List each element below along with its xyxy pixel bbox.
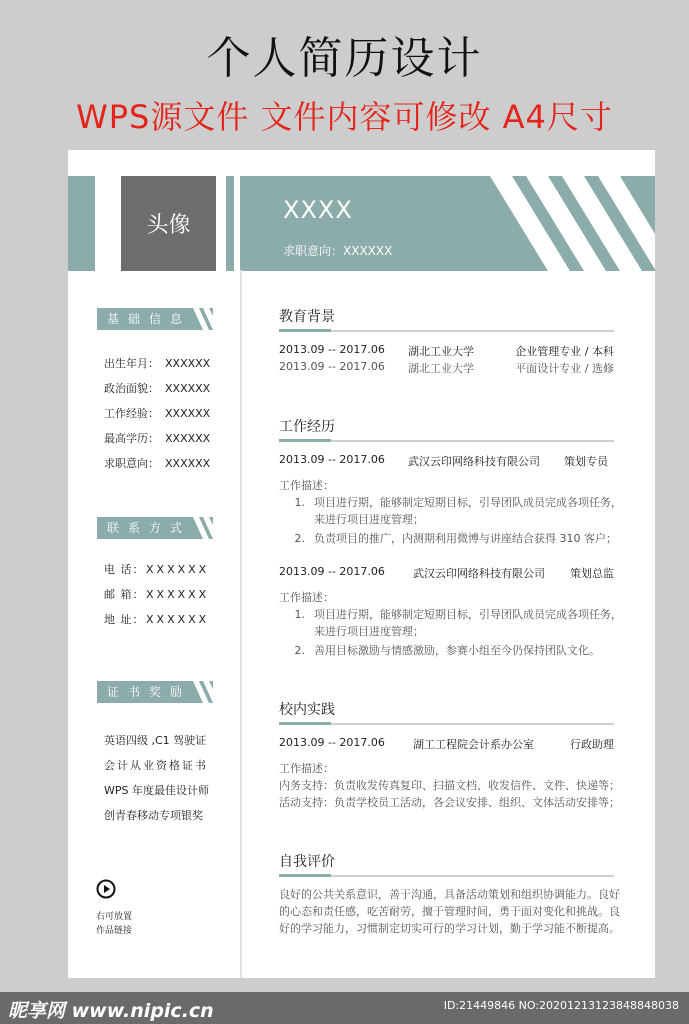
contact-stripes bbox=[193, 517, 213, 539]
self-eval-title: 自我评价 bbox=[279, 854, 335, 870]
education-rule-accent bbox=[279, 329, 331, 332]
cert-item: 英语四级 ,C1 驾驶证 bbox=[104, 734, 207, 747]
certs-heading: 证书奖励 bbox=[97, 681, 213, 703]
header-intent: 求职意向：XXXXXX bbox=[283, 244, 393, 258]
cert-item: WPS 年度最佳设计师 bbox=[104, 784, 209, 797]
campus-header: 2013.09 -- 2017.06 湖工工程院会计系办公室 行政助理 bbox=[279, 736, 614, 751]
education-row: 2013.09 -- 2017.06 湖北工业大学 企业管理专业 / 本科 bbox=[279, 343, 614, 358]
contact-list bbox=[104, 561, 209, 636]
campus-title: 校内实践 bbox=[279, 702, 335, 718]
basic-info-list bbox=[104, 355, 210, 480]
basic-info-heading: 基础信息 bbox=[97, 308, 213, 330]
header-left-bar bbox=[68, 176, 95, 271]
basic-row: 工作经验： XXXXXX bbox=[104, 407, 211, 420]
basic-info-stripes bbox=[193, 308, 213, 330]
watermark-logo: 昵享网 www.nipic.cn bbox=[8, 1000, 214, 1022]
job-desc-item: 1. 项目进行期，能够制定短期目标，引导团队成员完成各项任务， 来进行项目进度管理； 2. 善用目标激励与情感激励，参赛小组至今仍保持团队文化。 bbox=[294, 608, 622, 657]
image-id: ID:21449846 NO:20201213123848848038 bbox=[443, 999, 679, 1012]
education-title: 教育背景 bbox=[279, 309, 335, 325]
resume-page bbox=[68, 150, 655, 978]
certs-stripes bbox=[193, 681, 213, 703]
campus-desc: 工作描述： 内务支持：负责收发传真复印、扫描文档、收发信件、文件、快递等； 活动支持：负责学校员工活动，各会议安排、组织、文体活动安排等； bbox=[279, 762, 620, 809]
self-eval-rule-accent bbox=[279, 874, 331, 877]
basic-row: 政治面貌： XXXXXX bbox=[104, 382, 211, 395]
play-circle-icon[interactable] bbox=[96, 879, 116, 899]
certs-list bbox=[104, 732, 209, 832]
work-rule-accent bbox=[279, 439, 331, 442]
contact-heading: 联系方式 bbox=[97, 517, 213, 539]
job-desc-label: 工作描述： bbox=[279, 591, 334, 604]
job-desc-label: 工作描述： bbox=[279, 479, 334, 492]
media-note: 右可放置 作品链接 bbox=[96, 912, 133, 936]
cert-item: 创青春移动专项银奖 bbox=[104, 809, 203, 822]
job-desc-item: 1. 项目进行期，能够制定短期目标，引导团队成员完成各项任务， 来进行项目进度管理； 2. 负责项目的推广，内测期利用微博与讲座结合获得 310 客户； bbox=[294, 496, 622, 545]
campus-rule-accent bbox=[279, 722, 331, 725]
banner-title: 个人简历设计 bbox=[206, 33, 483, 84]
work-title: 工作经历 bbox=[279, 419, 335, 435]
self-eval-text: 良好的公共关系意识，善于沟通，具备活动策划和组织协调能力。良好 的心态和责任感，吃苦耐劳，擅于管理时间，勇于面对变化和挑战。良 好的学习能力，习惯制定切实可行的学习计划，勤于学习能不断提高。 bbox=[279, 888, 620, 935]
basic-row: 最高学历： XXXXXX bbox=[104, 432, 211, 445]
contact-row: 地 址： XXXXXX bbox=[104, 613, 210, 626]
job-header: 2013.09 -- 2017.06 武汉云印网络科技有限公司 策划总监 bbox=[279, 565, 614, 580]
contact-row: 电 话： XXXXXX bbox=[104, 563, 210, 576]
banner-subtitle: WPS源文件 文件内容可修改 A4尺寸 bbox=[76, 98, 613, 136]
cert-item: 会计从业资格证书 bbox=[104, 759, 208, 772]
contact-row: 邮 箱： XXXXXX bbox=[104, 588, 210, 601]
avatar[interactable]: 头像 bbox=[121, 176, 216, 271]
basic-row: 求职意向： XXXXXX bbox=[104, 457, 211, 470]
job-header: 2013.09 -- 2017.06 武汉云印网络科技有限公司 策划专员 bbox=[279, 453, 608, 468]
education-row: 2013.09 -- 2017.06 湖北工业大学 平面设计专业 / 选修 bbox=[279, 360, 614, 375]
basic-row: 出生年月： XXXXXX bbox=[104, 357, 211, 370]
candidate-name: XXXX bbox=[283, 196, 353, 224]
header-mid-bar bbox=[226, 176, 234, 271]
column-divider bbox=[240, 270, 242, 978]
